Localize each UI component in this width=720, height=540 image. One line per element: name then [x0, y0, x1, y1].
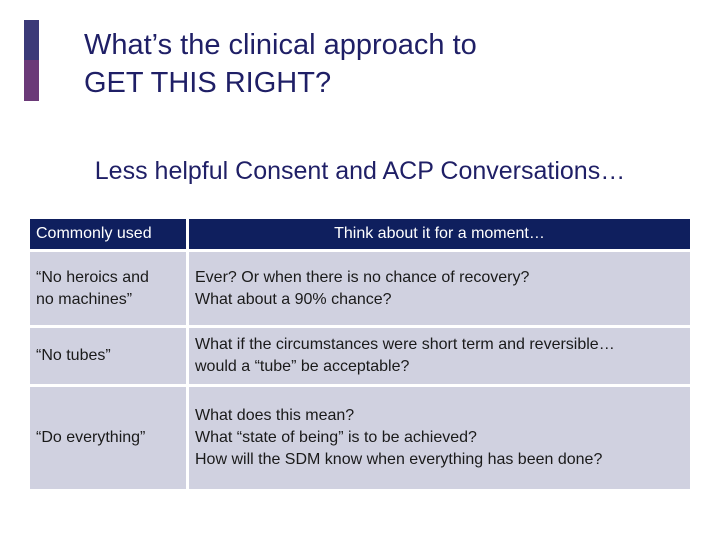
- phrase-text: “No heroics and: [36, 268, 149, 286]
- table-row: [29, 327, 692, 386]
- thought-text: What does this mean?: [195, 407, 355, 424]
- slide-title: [84, 26, 477, 102]
- thought-cell: [188, 386, 692, 491]
- header-commonly-used: Commonly used: [29, 218, 188, 251]
- accent-bar-bottom: [24, 60, 39, 101]
- thought-cell: [188, 251, 692, 327]
- phrase-cell: [29, 327, 188, 386]
- table-header-row: [29, 218, 692, 251]
- table-row: [29, 386, 692, 491]
- slide-title-line1: What’s the clinical approach to: [84, 29, 477, 61]
- phrase-text: no machines”: [36, 290, 133, 308]
- thought-text: What if the circumstances were short term and reversible…: [195, 336, 615, 353]
- accent-bar-top: [24, 20, 39, 60]
- thought-text: What about a 90% chance?: [195, 290, 392, 308]
- header-think-about-it: Think about it for a moment…: [188, 218, 692, 251]
- thought-cell: [188, 327, 692, 386]
- thought-text: Ever? Or when there is no chance of recovery?: [195, 268, 530, 286]
- thought-text: What “state of being” is to be achieved?: [195, 429, 477, 446]
- thought-text: How will the SDM know when everything has been done?: [195, 451, 603, 468]
- slide-subtitle: Less helpful Consent and ACP Conversations…: [94, 157, 626, 185]
- phrase-text: “Do everything”: [36, 429, 146, 446]
- table-row: [29, 251, 692, 327]
- phrase-cell: [29, 386, 188, 491]
- phrase-cell: [29, 251, 188, 327]
- thought-text: would a “tube” be acceptable?: [195, 358, 410, 375]
- consent-conversations-table: [27, 216, 693, 492]
- slide-title-line2: GET THIS RIGHT?: [84, 67, 332, 99]
- phrase-text: “No tubes”: [36, 347, 111, 364]
